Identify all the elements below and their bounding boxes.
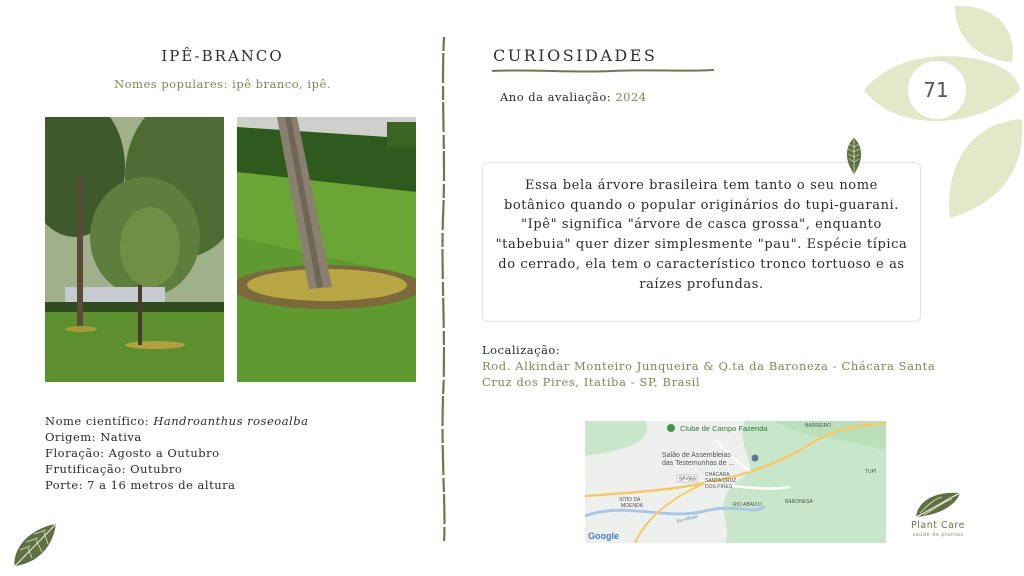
section-title: CURIOSIDADES [493,46,658,65]
scientific-name-value: Handroanthus roseoalba [153,414,309,428]
map-label-chacara-2: SANTA CRUZ [705,478,737,484]
column-divider [438,37,450,543]
tree-photo-garden [45,117,224,382]
map-attribution: Google [588,531,619,541]
origin-row: Origem: Nativa [45,430,142,444]
evaluation-year [500,90,647,104]
map-label-river: Rio Atibaia [675,513,699,524]
curiosity-textbox: Essa bela árvore brasileira tem tanto o seu nome botânico quando o popular originários do tupi-guarani. "Ipê" significa "árvore de casca grossa", enquanto "tabebuia" quer dizer simplesmente "pau". Espécie típica do cerrado, ela tem o característico tronco tortuoso e as raízes profundas. [482,162,921,322]
brand-name: Plant Care [911,520,965,531]
map-label-tupi: TUPI [865,469,877,475]
species-facts [45,413,308,493]
map-label-rio-abaixo: RIO ABAIXO [733,502,762,508]
year-value: 2024 [615,90,647,104]
map-pin-icon [752,455,759,462]
map-label-salao-2: das Testemunhas de ... [662,460,735,467]
species-title: IPÊ-BRANCO [161,47,284,65]
year-label: Ano da avaliação: [500,90,616,104]
title-underline [492,68,714,74]
plant-care-logo [898,487,978,522]
location-map[interactable] [585,421,886,543]
location-value: Rod. Alkindar Monteiro Junqueira & Q.ta da Baroneza - Chácara Santa Cruz dos Pires, Itatiba - SP, Brasil [482,359,936,389]
flowering-row: Floração: Agosto a Outubro [45,446,220,460]
page-number: 71 [923,78,949,102]
map-label-sitio-2: MOENDA [621,503,643,509]
map-label-clube: Clube de Campo Fazenda [680,424,768,433]
map-label-baronesa: BARONESA [785,499,813,505]
scientific-name-row [45,413,308,429]
map-label-chacara-3: DOS PIRES [705,484,733,490]
tree-photo-trunk [237,117,416,382]
brand-tagline: saúde de plantas [912,532,964,538]
map-label-road: SP-063 [679,476,696,483]
leaf-icon [12,522,60,568]
map-label-chacara-1: CHÁCARA [705,472,730,478]
popular-names: Nomes populares: ipê branco, ipê. [114,77,331,91]
scientific-name-label: Nome científico: [45,414,154,428]
map-label-sitio-1: SÍTIO DA [619,497,641,503]
size-row: Porte: 7 a 16 metros de altura [45,478,236,492]
fruiting-row: Frutificação: Outubro [45,462,183,476]
map-label-salao-1: Salão de Assembleias [662,452,731,459]
location-label: Localização: [482,343,561,357]
leaf-icon [844,137,864,177]
map-label-barreiro: BARREIRO [805,423,832,429]
map-pin-icon [667,424,675,432]
